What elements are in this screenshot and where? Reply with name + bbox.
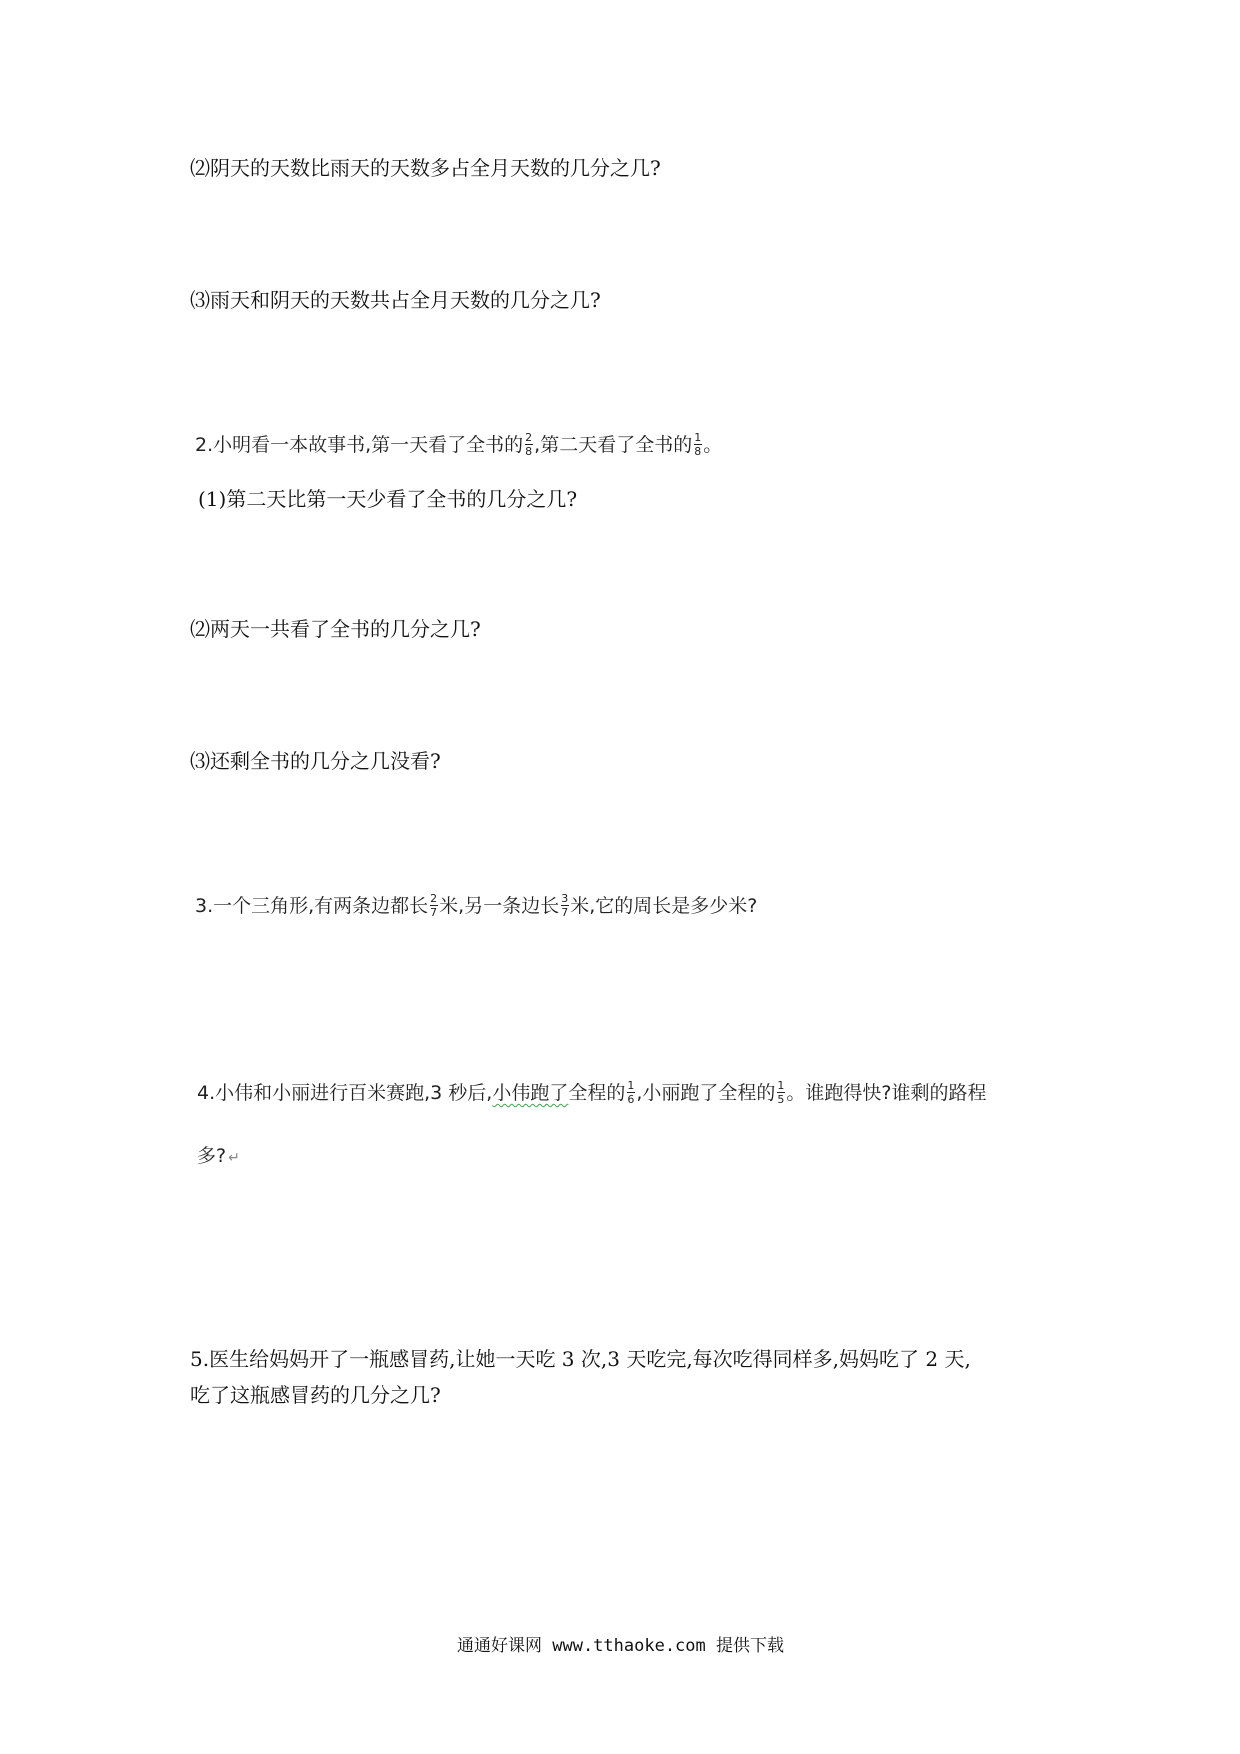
q4-stem-part-b: 全程的 [568,1082,626,1104]
q3-fraction-1-denominator: 7 [430,906,438,919]
q2-stem-part-c: 。 [703,434,723,456]
q4-fraction-2 [776,1080,785,1105]
q4-fraction-2-denominator: 5 [777,1093,785,1106]
q3-stem-part-b: 米,另一条边长 [439,895,560,917]
paragraph-mark-icon: ↵ [228,1150,240,1166]
q2-stem-part-a: 2.小明看一本故事书,第一天看了全书的 [195,434,524,456]
q2-fraction-2-denominator: 8 [694,445,702,458]
q3-fraction-2-numerator: 3 [561,892,569,905]
q4-fraction-2-numerator: 1 [777,1079,785,1092]
q5-line1: 5.医生给妈妈开了一瓶感冒药,让她一天吃 3 次,3 天吃完,每次吃得同样多,妈妈吃了 2 天, [190,1347,971,1371]
q3-stem [195,894,757,919]
q3-stem-part-a: 3.一个三角形,有两条边都长 [195,895,429,917]
q2-sub2: ⑵两天一共看了全书的几分之几? [190,617,481,641]
q2-fraction-2 [693,432,702,457]
q2-sub1: (1)第二天比第一天少看了全书的几分之几? [198,487,578,511]
page-footer: 通通好课网 www.tthaoke.com 提供下载 [457,1636,784,1656]
q1-sub2: ⑵阴天的天数比雨天的天数多占全月天数的几分之几? [190,156,661,180]
q3-fraction-2 [560,893,569,918]
q3-stem-part-c: 米,它的周长是多少米? [570,895,758,917]
q4-stem-line2 [197,1147,240,1166]
q4-fraction-1 [626,1080,635,1105]
q4-grammar-squiggle-text: 小伟跑了 [492,1082,569,1104]
q2-fraction-1-denominator: 8 [525,445,533,458]
q4-fraction-1-numerator: 1 [627,1079,635,1092]
q4-stem-part-a: 4.小伟和小丽进行百米赛跑,3 秒后, [197,1082,493,1104]
q4-stem-part-c: ,小丽跑了全程的 [636,1082,776,1104]
q3-fraction-1-numerator: 2 [430,892,438,905]
q4-stem [197,1081,987,1106]
q4-fraction-1-denominator: 6 [627,1093,635,1106]
q2-fraction-1-numerator: 2 [525,431,533,444]
q2-fraction-1 [524,432,533,457]
q2-sub3: ⑶还剩全书的几分之几没看? [190,749,441,773]
q4-stem-line2-text: 多? [197,1145,227,1167]
q2-stem-part-b: ,第二天看了全书的 [534,434,693,456]
q5-line2: 吃了这瓶感冒药的几分之几? [190,1383,441,1407]
q3-fraction-2-denominator: 7 [561,906,569,919]
q2-fraction-2-numerator: 1 [694,431,702,444]
q3-fraction-1 [429,893,438,918]
q2-stem [195,433,722,458]
q4-stem-part-d: 。谁跑得快?谁剩的路程 [786,1082,987,1104]
q1-sub3: ⑶雨天和阴天的天数共占全月天数的几分之几? [190,288,601,312]
